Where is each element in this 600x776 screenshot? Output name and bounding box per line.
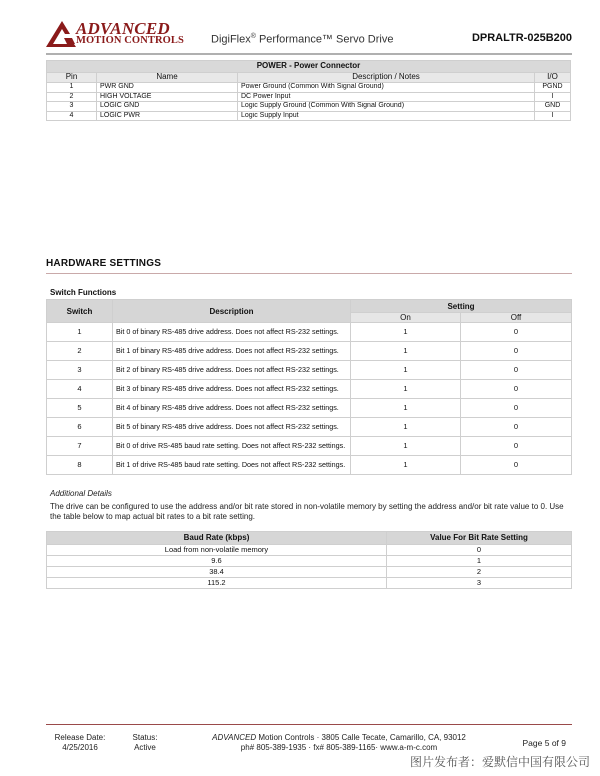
col-off: Off [461, 313, 572, 323]
table-row: 2 Bit 1 of binary RS-485 drive address. Does not affect RS-232 settings. 1 0 [47, 342, 572, 361]
table-row: 9.6 1 [47, 556, 572, 567]
switch-functions-table [46, 299, 572, 475]
baud-rate-table [46, 531, 572, 589]
additional-details-text: The drive can be configured to use the address and/or bit rate stored in non-volatile memory by setting the address and/or bit rate value to 0. Use the table below to map actual bit rates to a bit rate setting. [50, 502, 564, 521]
col-bit-rate-value: Value For Bit Rate Setting [387, 532, 572, 545]
part-number: DPRALTR-025B200 [471, 32, 572, 44]
release-date-block [46, 733, 114, 753]
section-title-hardware-settings: HARDWARE SETTINGS [46, 258, 162, 269]
status-label: Status: [132, 733, 158, 742]
table-row: Load from non-volatile memory 0 [47, 545, 572, 556]
table-row: 1 PWR GND Power Ground (Common With Signal Ground) PGND [47, 83, 571, 93]
table-row: 3 Bit 2 of binary RS-485 drive address. Does not affect RS-232 settings. 1 0 [47, 361, 572, 380]
header-divider [46, 53, 572, 55]
col-pin: Pin [47, 73, 97, 83]
table-row: 8 Bit 1 of drive RS-485 baud rate setting. Does not affect RS-232 settings. 1 0 [47, 456, 572, 475]
footer-address-line2: ph# 805-389-1935 · fx# 805-389-1165· www.a-m-c.com [240, 743, 438, 752]
release-date-label: Release Date: [54, 733, 106, 742]
col-baud-rate: Baud Rate (kbps) [47, 532, 387, 545]
status-block [120, 733, 170, 753]
col-io: I/O [535, 73, 571, 83]
col-description: Description / Notes [238, 73, 535, 83]
table-row: 4 LOGIC PWR Logic Supply Input I [47, 111, 571, 121]
logo-triangle-icon [46, 20, 78, 48]
col-setting: Setting [351, 300, 572, 313]
power-table-title: POWER - Power Connector [47, 61, 571, 73]
company-address-block [194, 733, 484, 753]
page-footer [46, 733, 572, 755]
product-name: DigiFlex® Performance™ Servo Drive [211, 33, 394, 46]
switch-functions-title: Switch Functions [50, 288, 117, 297]
table-row: 7 Bit 0 of drive RS-485 baud rate setting. Does not affect RS-232 settings. 1 0 [47, 437, 572, 456]
table-row: 115.2 3 [47, 578, 572, 589]
company-logo [46, 20, 196, 48]
logo-text-advanced: ADVANCED [76, 19, 170, 38]
table-row: 5 Bit 4 of binary RS-485 drive address. Does not affect RS-232 settings. 1 0 [47, 399, 572, 418]
release-date-value: 4/25/2016 [62, 743, 98, 752]
footer-address-line1: Motion Controls · 3805 Calle Tecate, Camarillo, CA, 93012 [256, 733, 466, 742]
table-row: 2 HIGH VOLTAGE DC Power Input I [47, 92, 571, 102]
additional-details-title: Additional Details [50, 489, 112, 498]
table-row: 4 Bit 3 of binary RS-485 drive address. Does not affect RS-232 settings. 1 0 [47, 380, 572, 399]
page-header [46, 20, 572, 50]
col-on: On [351, 313, 461, 323]
table-row: 38.4 2 [47, 567, 572, 578]
power-connector-table [46, 60, 571, 121]
col-switch: Switch [47, 300, 113, 323]
publisher-watermark: 图片发布者：爱默信中国有限公司 [409, 755, 590, 769]
col-switch-description: Description [113, 300, 351, 323]
page-number: Page 5 of 9 [522, 738, 566, 748]
col-name: Name [97, 73, 238, 83]
table-row: 1 Bit 0 of binary RS-485 drive address. Does not affect RS-232 settings. 1 0 [47, 323, 572, 342]
status-value: Active [134, 743, 156, 752]
table-row: 6 Bit 5 of binary RS-485 drive address. Does not affect RS-232 settings. 1 0 [47, 418, 572, 437]
footer-divider [46, 724, 572, 725]
table-row: 3 LOGIC GND Logic Supply Ground (Common With Signal Ground) GND [47, 102, 571, 112]
section-divider [46, 273, 572, 274]
footer-company-name: ADVANCED [212, 733, 257, 742]
logo-text-motion-controls: MOTION CONTROLS [76, 35, 184, 46]
